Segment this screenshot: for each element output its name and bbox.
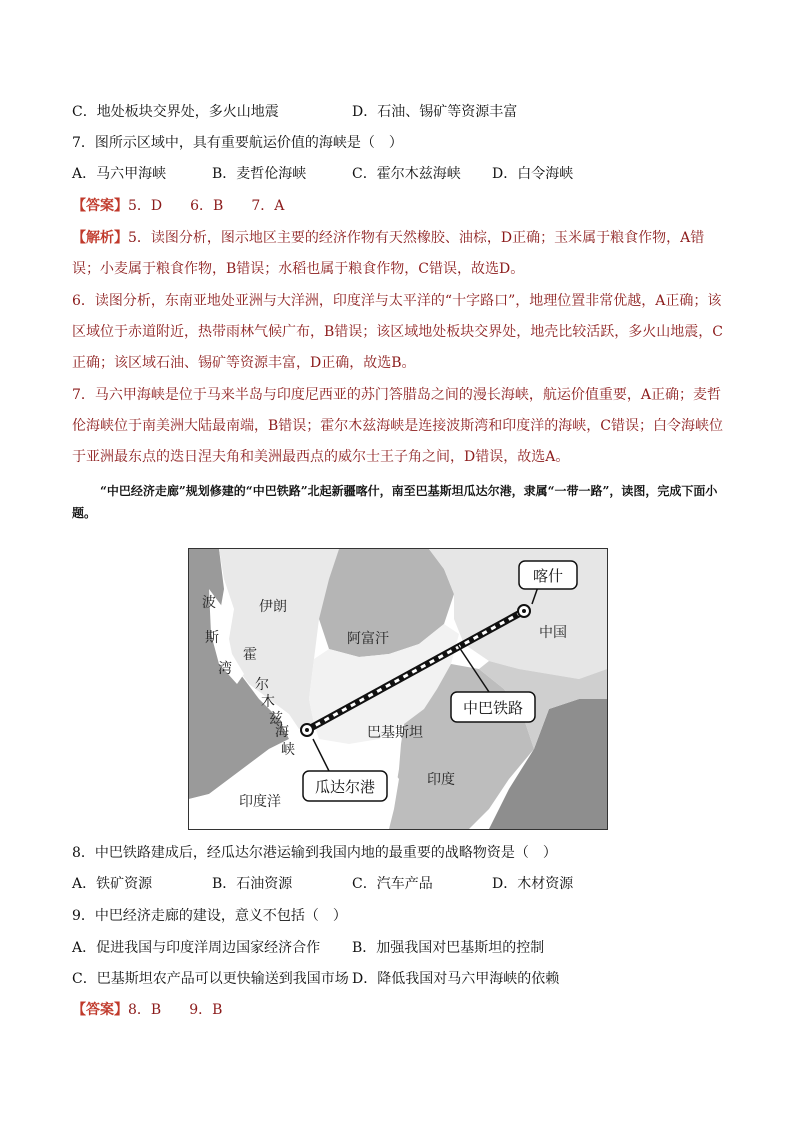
q8-option-a: A．铁矿资源 [72, 876, 153, 892]
question-7-stem: 7．图所示区域中，具有重要航运价值的海峡是（ ） [72, 135, 403, 151]
q9-option-d: D．降低我国对马六甲海峡的依赖 [352, 971, 560, 987]
question-9-options-ab [72, 938, 544, 958]
cpec-map [188, 548, 608, 830]
q6-option-c: C．地处板块交界处，多火山地震 [72, 104, 279, 120]
q7-option-c: C．霍尔木兹海峡 [352, 166, 461, 182]
persian-gulf-char-3: 湾 [218, 661, 232, 677]
q8-option-c: C．汽车产品 [352, 876, 433, 892]
hormuz-char-4: 兹 [269, 711, 283, 727]
pakistan-label: 巴基斯坦 [367, 725, 423, 741]
q8-option-b: B．石油资源 [212, 876, 293, 892]
analysis-6: 6．读图分析，东南亚地处亚洲与大洋洲，印度洋与太平洋的“十字路口”，地理位置非常优越，A正确；该区域位于赤道附近，热带雨林气候广布，B错误；该区域地处板块交界处，地壳比较活跃，多火山地震，C正确；该区域石油、锡矿等资源丰富，D正确，故选B。 [72, 293, 723, 371]
map-graphic [189, 549, 607, 829]
q7-option-b: B．麦哲伦海峡 [212, 166, 307, 182]
railway-label: 中巴铁路 [462, 699, 524, 717]
hormuz-char-6: 峡 [281, 742, 295, 758]
kashgar-label: 喀什 [532, 567, 564, 585]
india-label: 印度 [427, 772, 455, 788]
hormuz-char-3: 木 [261, 694, 275, 710]
question-9-options-cd [72, 969, 559, 989]
q9-option-a: A．促进我国与印度洋周边国家经济合作 [72, 940, 321, 956]
persian-gulf-char-1: 波 [202, 595, 216, 611]
answer-text: 5．D 6．B 7．A [128, 198, 285, 214]
china-label: 中国 [539, 625, 567, 641]
answer-text-2: 8．B 9．B [128, 1002, 223, 1018]
q7-option-a: A．马六甲海峡 [72, 166, 167, 182]
q6-option-d: D．石油、锡矿等资源丰富 [352, 104, 518, 120]
q9-option-b: B．加强我国对巴基斯坦的控制 [352, 940, 545, 956]
iran-label: 伊朗 [259, 599, 287, 615]
analysis-tag: 【解析】 [72, 230, 128, 246]
answer-block-1 [72, 196, 284, 216]
analysis-5-text: 5．读图分析，图示地区主要的经济作物有天然橡胶、油棕，D正确；玉米属于粮食作物，A错误；小麦属于粮食作物，B错误；水稻也属于粮食作物，C错误，故选D。 [72, 230, 705, 277]
question-6-options-cd [72, 102, 517, 122]
question-9-stem: 9．中巴经济走廊的建设，意义不包括（ ） [72, 908, 347, 924]
hormuz-char-2: 尔 [255, 677, 269, 693]
answer-tag: 【答案】 [72, 198, 128, 214]
analysis-7: 7．马六甲海峡是位于马来半岛与印度尼西亚的苏门答腊岛之间的漫长海峡，航运价值重要，A正确；麦哲伦海峡位于南美洲大陆最南端，B错误；霍尔木兹海峡是连接波斯湾和印度洋的海峡，C错误；白令海峡位于亚洲最东点的迭日涅夫角和美洲最西点的威尔士王子角之间，D错误，故选A。 [72, 387, 723, 465]
question-7-options [72, 164, 573, 184]
analysis-5 [72, 223, 726, 285]
q7-option-d: D．白令海峡 [492, 166, 574, 182]
q8-option-d: D．木材资源 [492, 876, 574, 892]
question-8-options [72, 874, 573, 894]
answer-tag-2: 【答案】 [72, 1002, 128, 1018]
indian-ocean-label: 印度洋 [239, 794, 281, 810]
question-8-stem: 8．中巴铁路建成后，经瓜达尔港运输到我国内地的最重要的战略物资是（ ） [72, 845, 557, 861]
persian-gulf-char-2: 斯 [205, 630, 219, 646]
hormuz-char-1: 霍 [243, 647, 257, 663]
afghanistan-label: 阿富汗 [347, 631, 389, 647]
gwadar-label: 瓜达尔港 [314, 778, 376, 796]
hormuz-char-5: 海 [275, 724, 289, 740]
q9-option-c: C．巴基斯坦农产品可以更快输送到我国市场 [72, 971, 349, 987]
map-intro-text: “中巴经济走廊”规划修建的“中巴铁路”北起新疆喀什，南至巴基斯坦瓜达尔港，隶属“一带一路”，读图，完成下面小题。 [72, 484, 718, 520]
answer-block-2 [72, 1000, 222, 1020]
